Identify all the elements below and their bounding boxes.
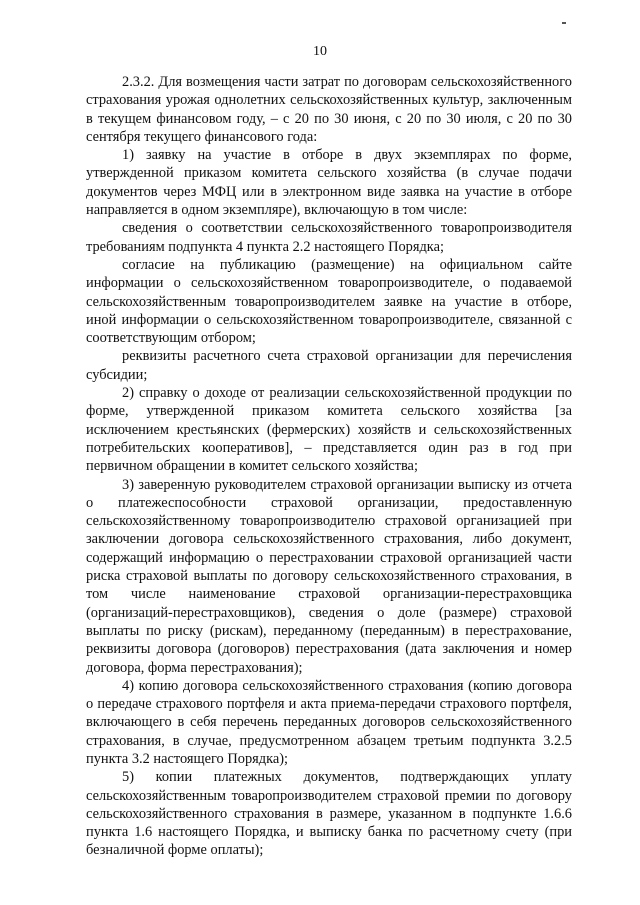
paragraph-2-3-2: 2.3.2. Для возмещения части затрат по договорам сельскохозяйственного страхования урожая однолетних сельскохозяйственных культур, заключенным в текущем финансовом году, – с 20 по 30 июня, с 20 по 30 июля, с 20 по 30 сентября текущего финансового года: [86, 74, 572, 145]
paragraph-item-2-income-certificate: 2) справку о доходе от реализации сельскохозяйственной продукции по форме, утвержденной приказом комитета сельского хозяйства [за исключением крестьянских (фермерских) хозяйств и сельскохозяйственных потребительских кооперативов], – представляется один раз в год при первичном обращении в комитет сельского хозяйства; [86, 385, 572, 475]
paragraph-item-5-payment-documents: 5) копии платежных документов, подтверждающих уплату сельскохозяйственным товаропроизводителем страховой премии по договору сельскохозяйственного страхования в размере, указанном в подпункте 1.6.6 пункта 1.6 настоящего Порядка, и выписку банка по расчетному счету (при безналичной форме оплаты); [86, 769, 572, 859]
paragraph-compliance-info: сведения о соответствии сельскохозяйственного товаропроизводителя требованиям подпункта 4 пункта 2.2 настоящего Порядка; [86, 220, 572, 255]
paragraph-bank-details: реквизиты расчетного счета страховой организации для перечисления субсидии; [86, 348, 572, 383]
paragraph-item-3-solvency-extract: 3) заверенную руководителем страховой организации выписку из отчета о платежеспособности страховой организации, предоставленную сельскохозяйственному товаропроизводителю страховой организацией при заключении договора сельскохозяйственного страхования, либо документ, содержащий информацию о перестраховании страховой организацией части риска страховой выплаты по договору сельскохозяйственного страхования, в том числе наименование страховой организации-перестраховщика (организаций-перестраховщиков), сведения о доле (размере) страховой выплаты по риску (рискам), переданному (переданным) в перестрахование, реквизиты договора (договоров) перестрахования (дата заключения и номер договора, форма перестрахования); [86, 476, 572, 676]
paragraph-item-1-application: 1) заявку на участие в отборе в двух экземплярах по форме, утвержденной приказом комитета сельского хозяйства (в случае подачи документов через МФЦ или в электронном виде заявка на участие в отборе направляется в одном экземпляре), включающую в том числе: [86, 147, 572, 219]
document-body [86, 73, 572, 860]
paragraph-publication-consent: согласие на публикацию (размещение) на официальном сайте информации о сельскохозяйственном товаропроизводителе, о подаваемой сельскохозяйственным товаропроизводителем заявке на участие в отборе, иной информации о сельскохозяйственном товаропроизводителе, связанной с соответствующим отбором; [86, 256, 572, 347]
scan-mark [562, 22, 566, 24]
page-number: 10 [313, 44, 327, 59]
paragraph-item-4-insurance-contract: 4) копию договора сельскохозяйственного страхования (копию договора о передаче страхового портфеля и акта приема-передачи страхового портфеля, включающего в себя перечень переданных договоров сельскохозяйственного страхования, в случае, предусмотренном абзацем третьим подпункта 3.2.5 пункта 3.2 настоящего Порядка); [86, 677, 572, 767]
